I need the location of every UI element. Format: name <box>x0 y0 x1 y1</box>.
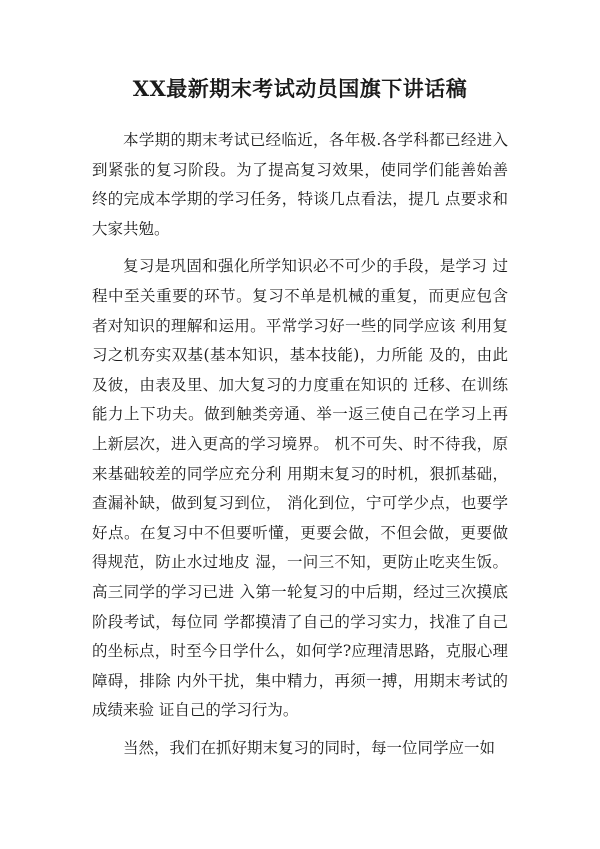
document-title: XX最新期末考试动员国旗下讲话稿 <box>132 76 468 101</box>
body-paragraph-2: 复习是巩固和强化所学知识必不可少的手段，是学习 过程中至关重要的环节。复习不单是机械的重复，而更应包含者对知识的理解和运用。平常学习好一些的同学应该 利用复习之机夯实双基(基本知识，基本技能)，力所能 及的，由此及彼，由表及里、加大复习的力度重在知识的 迁移、在训练能力上下功夫。做到触类旁通、举一返三使自己在学习上再上新层次，进入更高的学习境界。 机不可失、时不待我，原来基础较差的同学应充分利 用期末复习的时机，狠抓基础，查漏补缺，做到复习到位， 消化到位，宁可学少点，也要学好点。在复习中不但要听懂，更要会做，不但会做，更要做得规范，防止水过地皮 湿，一问三不知，更防止吃夹生饭。高三同学的学习已进 入第一轮复习的中后期，经过三次摸底阶段考试，每位同 学都摸清了自己的学习实力，找准了自己的坐标点，时至今日学什么，如何学?应理清思路，克服心理障碍，排除 内外干扰，集中精力，再须一搏，用期末考试的成绩来验 证自己的学习行为。 <box>92 257 508 720</box>
body-paragraph-3: 当然，我们在抓好期末复习的同时，每一位同学应一如 <box>123 738 496 757</box>
body-paragraph-1: 本学期的期末考试已经临近，各年极.各学科都已经进入到紧张的复习阶段。为了提高复习效果，使同学们能善始善终的完成本学期的学习任务，特谈几点看法，提几 点要求和大家共勉。 <box>92 131 508 238</box>
